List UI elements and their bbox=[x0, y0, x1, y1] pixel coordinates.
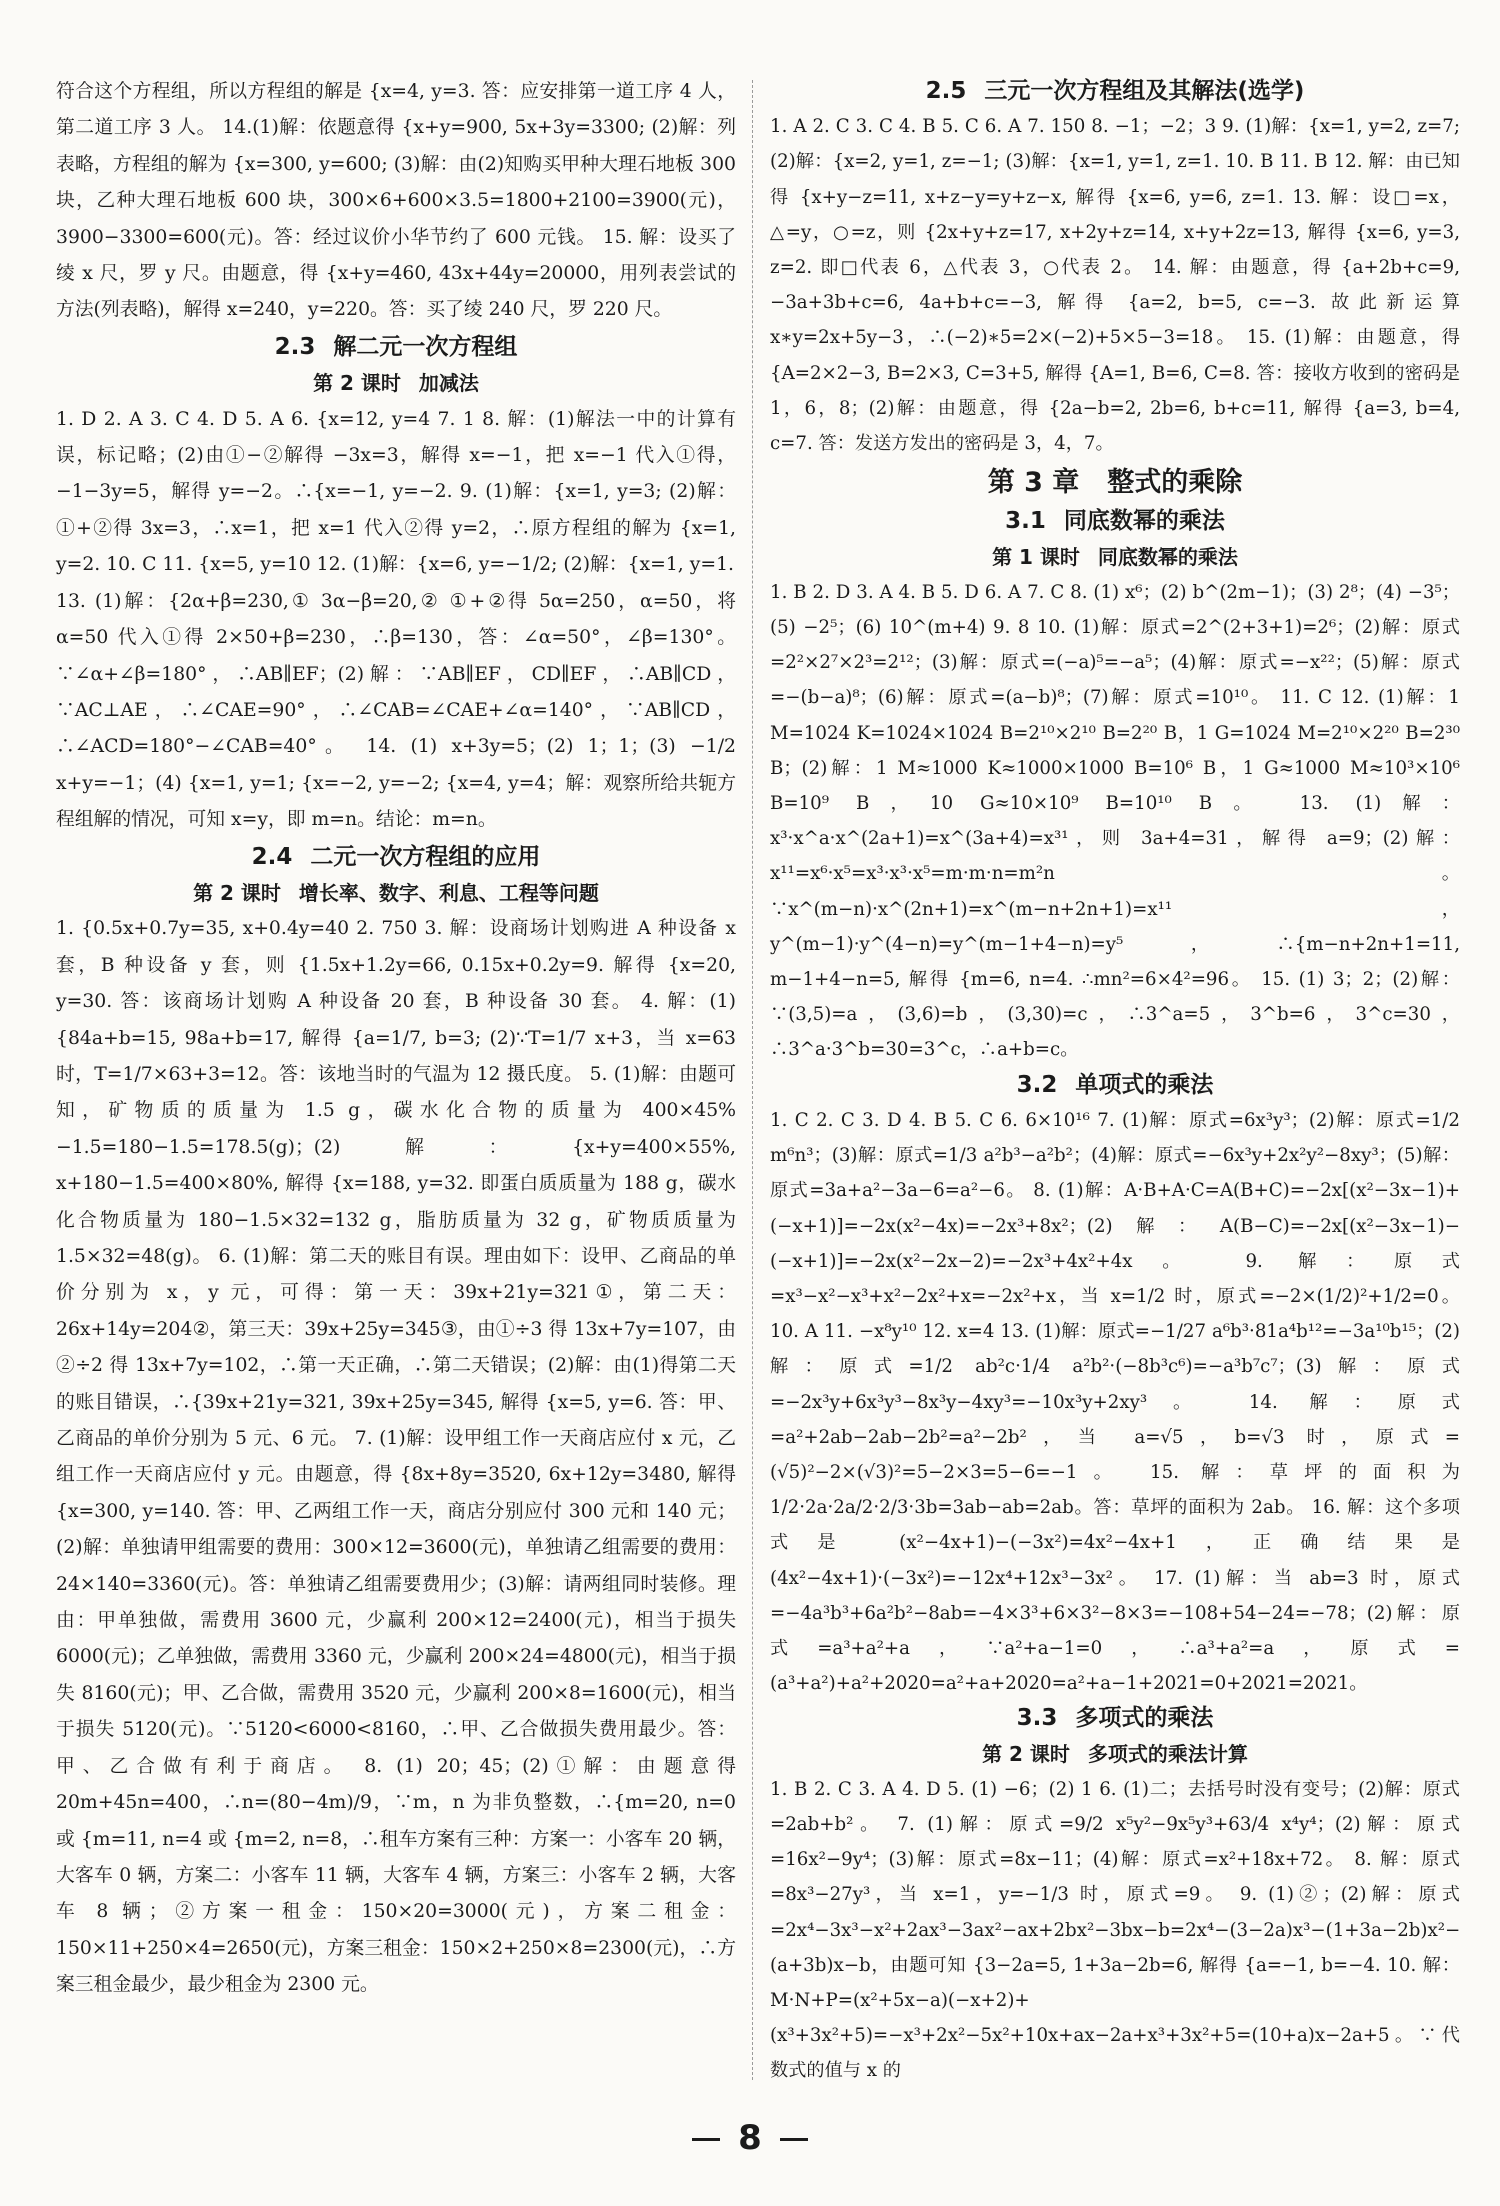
section-heading bbox=[56, 329, 736, 365]
lesson-heading bbox=[56, 365, 736, 401]
section-number: 3.2 bbox=[1016, 1071, 1058, 1098]
section-title: 多项式的乘法 bbox=[1075, 1705, 1214, 1732]
lesson-title: 增长率、数字、利息、工程等问题 bbox=[298, 880, 599, 905]
lesson-number: 第 1 课时 bbox=[992, 544, 1080, 569]
section-number: 3.3 bbox=[1016, 1705, 1058, 1732]
section-number: 2.5 bbox=[925, 78, 967, 104]
section-title: 单项式的乘法 bbox=[1075, 1071, 1214, 1098]
chapter-title: 整式的乘除 bbox=[1107, 467, 1243, 499]
section-heading bbox=[770, 1068, 1460, 1103]
chapter-number: 第 3 章 bbox=[987, 467, 1080, 499]
answer-paragraph: 1. C 2. C 3. D 4. B 5. C 6. 6×10¹⁶ 7. (1)解：原式=6x³y³；(2)解：原式=1/2 m⁶n³；(3)解：原式=1/3 a²b³−a²b²；(4)解：原式=−6x³y+2x²y²−8xy³；(5)解：原式=3a+a²−3a−6=a²−6。 8. (1)解：A·B+A·C=A(B+C)=−2x[(x²−3x−1)+(−x+1)]=−2x(x²−4x)=−2x³+8x²；(2)解：A(B−C)=−2x[(x²−3x−1)−(−x+1)]=−2x(x²−2x−2)=−2x³+4x²+4x。 9. 解：原式=x³−x²−x³+x²−2x²+x=−2x²+x，当 x=1/2 时，原式=−2×(1/2)²+1/2=0。 10. A 11. −x⁸y¹⁰ 12. x=4 13. (1)解：原式=−1/27 a⁶b³·81a⁴b¹²=−3a¹⁰b¹⁵；(2)解：原式=1/2 ab²c·1/4 a²b²·(−8b³c⁶)=−a³b⁷c⁷；(3)解：原式=−2x³y+6x³y³−8x³y−4xy³=−10x³y+2xy³。 14. 解：原式=a²+2ab−2ab−2b²=a²−2b²，当 a=√5，b=√3 时，原式=(√5)²−2×(√3)²=5−2×3=5−6=−1。 15. 解：草坪的面积为 1/2·2a·2a/2·2/3·3b=3ab−ab=2ab。答：草坪的面积为 2ab。 16. 解：这个多项式是 (x²−4x+1)−(−3x²)=4x²−4x+1，正确结果是 (4x²−4x+1)·(−3x²)=−12x⁴+12x³−3x²。 17. (1)解：当 ab=3 时，原式=−4a³b³+6a²b²−8ab=−4×3³+6×3²−8×3=−108+54−24=−78；(2)解：原式=a³+a²+a，∵a²+a−1=0，∴a³+a²=a，原式=(a³+a²)+a²+2020=a²+a+2020=a²+a−1+2021=0+2021=2021。 bbox=[770, 1109, 1460, 1695]
footer-dash-left bbox=[692, 2138, 720, 2141]
page-number: 8 bbox=[738, 2118, 762, 2158]
section-heading bbox=[56, 839, 736, 875]
lesson-heading bbox=[770, 1737, 1460, 1772]
answer-paragraph: 1. B 2. C 3. A 4. D 5. (1) −6；(2) 1 6. (1)二；去括号时没有变号；(2)解：原式=2ab+b²。 7. (1)解：原式=9/2 x⁵y²−9x⁵y³+63/4 x⁴y⁴；(2)解：原式=16x²−9y⁴；(3)解：原式=8x−11；(4)解：原式=x²+18x+72。 8. 解：原式=8x³−27y³，当 x=1，y=−1/3 时，原式=9。 9. (1)②；(2)解：原式=2x⁴−3x³−x²+2ax³−3ax²−ax+2bx²−3bx−b=2x⁴−(3−2a)x³−(1+3a−2b)x²−(a+3b)x−b，由题可知 {3−2a=5, 1+3a−2b=6, 解得 {a=−1, b=−4. 10. 解：M·N+P=(x²+5x−a)(−x+2)+(x³+3x²+5)=−x³+2x²−5x²+10x+ax−2a+x³+3x²+5=(10+a)x−2a+5。∵代数式的值与 x 的 bbox=[770, 1778, 1461, 2082]
lesson-title: 加减法 bbox=[418, 371, 479, 396]
section-heading bbox=[770, 74, 1460, 109]
answer-paragraph: 13. (1)解：{2α+β=230,① 3α−β=20,② ①+②得 5α=250，α=50，将 α=50 代入①得 2×50+β=230，∴β=130，答：∠α=50°，∠β=130°。∵∠α+∠β=180°，∴AB∥EF；(2)解：∵AB∥EF，CD∥EF，∴AB∥CD，∵AC⊥AE，∴∠CAE=90°，∴∠CAB=∠CAE+∠α=140°，∵AB∥CD，∴∠ACD=180°−∠CAB=40°。 14. (1) x+3y=5；(2) 1；1；(3) −1/2 x+y=−1；(4) {x=1, y=1; {x=−2, y=−2; {x=4, y=4；解：观察所给共轭方程组解的情况，可知 x=y，即 m=n。结论：m=n。 bbox=[56, 590, 736, 831]
answer-paragraph: 1. D 2. A 3. C 4. D 5. A 6. {x=12, y=4 7. 1 8. 解：(1)解法一中的计算有误，标记略；(2)由①−②解得 −3x=3，解得 x=−1，把 x=−1 代入①得，−1−3y=5，解得 y=−2。∴{x=−1, y=−2. 9. (1)解：{x=1, y=3; (2)解：①+②得 3x=3，∴x=1，把 x=1 代入②得 y=2，∴原方程组的解为 {x=1, y=2. 10. C 11. {x=5, y=10 12. (1)解：{x=6, y=−1/2; (2)解：{x=1, y=1. bbox=[56, 408, 736, 576]
answer-paragraph: 1. A 2. C 3. C 4. B 5. C 6. A 7. 150 8. −1；−2；3 9. (1)解：{x=1, y=2, z=7; (2)解：{x=2, y=1, z=−1; (3)解：{x=1, y=1, z=1. 10. B 11. B 12. 解：由已知得 {x+y−z=11, x+z−y=y+z−x, 解得 {x=6, y=6, z=1. 13. 解：设□=x，△=y，○=z，则 {2x+y+z=17, x+2y+z=14, x+y+2z=13, 解得 {x=6, y=3, z=2. 即□代表 6，△代表 3，○代表 2。 14. 解：由题意，得 {a+2b+c=9, −3a+3b+c=6, 4a+b+c=−3, 解得 {a=2, b=5, c=−3. 故此新运算 x∗y=2x+5y−3，∴(−2)∗5=2×(−2)+5×5−3=18。 15. (1)解：由题意，得 {A=2×2−3, B=2×3, C=3+5, 解得 {A=1, B=6, C=8. 答：接收方收到的密码是 1，6，8；(2)解：由题意，得 {2a−b=2, 2b=6, b+c=11, 解得 {a=3, b=4, c=7. 答：发送方发出的密码是 3，4，7。 bbox=[770, 116, 1460, 455]
lesson-number: 第 2 课时 bbox=[313, 371, 401, 396]
footer-dash-right bbox=[780, 2138, 808, 2141]
lesson-title: 同底数幂的乘法 bbox=[1097, 544, 1238, 569]
answer-paragraph: 1. B 2. D 3. A 4. B 5. D 6. A 7. C 8. (1) x⁶；(2) b^(2m−1)；(3) 2⁸；(4) −3⁵；(5) −2⁵；(6) 10^(m+4) 9. 8 10. (1)解：原式=2^(2+3+1)=2⁶；(2)解：原式=2²×2⁷×2³=2¹²；(3)解：原式=(−a)⁵=−a⁵；(4)解：原式=−x²²；(5)解：原式=−(b−a)⁸；(6)解：原式=(a−b)⁸；(7)解：原式=10¹⁰。 11. C 12. (1)解：1 M=1024 K=1024×1024 B=2¹⁰×2¹⁰ B=2²⁰ B，1 G=1024 M=2¹⁰×2²⁰ B=2³⁰ B；(2)解：1 M≈1000 K≈1000×1000 B=10⁶ B，1 G≈1000 M≈10³×10⁶ B=10⁹ B，10 G≈10×10⁹ B=10¹⁰ B。 13. (1)解：x³·x^a·x^(2a+1)=x^(3a+4)=x³¹，则 3a+4=31，解得 a=9；(2)解：x¹¹=x⁶·x⁵=x³·x³·x⁵=m·m·n=m²n。∵x^(m−n)·x^(2n+1)=x^(m−n+2n+1)=x¹¹，y^(m−1)·y^(4−n)=y^(m−1+4−n)=y⁵，∴{m−n+2n+1=11, m−1+4−n=5, 解得 {m=6, n=4. ∴mn²=6×4²=96。 15. (1) 3；2；(2)解：∵(3,5)=a，(3,6)=b，(3,30)=c，∴3^a=5，3^b=6，3^c=30，∴3^a·3^b=30=3^c，∴a+b=c。 bbox=[770, 581, 1460, 1061]
lesson-title: 多项式的乘法计算 bbox=[1087, 1741, 1248, 1766]
section-title: 解二元一次方程组 bbox=[333, 333, 518, 360]
section-heading bbox=[770, 504, 1460, 539]
section-number: 2.4 bbox=[251, 843, 293, 870]
lesson-number: 第 2 课时 bbox=[982, 1741, 1070, 1766]
chapter-heading bbox=[770, 465, 1460, 500]
answer-column-left bbox=[56, 74, 736, 2004]
column-divider bbox=[752, 80, 753, 2080]
page-footer bbox=[0, 2118, 1500, 2158]
lesson-number: 第 2 课时 bbox=[193, 880, 281, 905]
section-number: 2.3 bbox=[274, 333, 316, 360]
section-title: 三元一次方程组及其解法(选学) bbox=[984, 78, 1305, 104]
section-number: 3.1 bbox=[1005, 508, 1046, 535]
answer-paragraph: 1. {0.5x+0.7y=35, x+0.4y=40 2. 750 3. 解：设商场计划购进 A 种设备 x 套，B 种设备 y 套，则 {1.5x+1.2y=66, 0.15x+0.2y=9. 解得 {x=20, y=30. 答：该商场计划购 A 种设备 20 套，B 种设备 30 套。 4. 解：(1) {84a+b=15, 98a+b=17, 解得 {a=1/7, b=3; (2)∵T=1/7 x+3，当 x=63 时，T=1/7×63+3=12。答：该地当时的气温为 12 摄氏度。 5. (1)解：由题可知，矿物质的质量为 1.5 g，碳水化合物的质量为 400×45%−1.5=180−1.5=178.5(g)；(2)解：{x+y=400×55%, x+180−1.5=400×80%, 解得 {x=188, y=32. 即蛋白质质量为 188 g，碳水化合物质量为 180−1.5×32=132 g，脂肪质量为 32 g，矿物质质量为 1.5×32=48(g)。 6. (1)解：第二天的账目有误。理由如下：设甲、乙商品的单价分别为 x，y 元，可得：第一天：39x+21y=321①，第二天：26x+14y=204②，第三天：39x+25y=345③，由①÷3 得 13x+7y=107，由②÷2 得 13x+7y=102，∴第一天正确，∴第二天错误；(2)解：由(1)得第二天的账目错误，∴{39x+21y=321, 39x+25y=345, 解得 {x=5, y=6. 答：甲、乙商品的单价分别为 5 元、6 元。 7. (1)解：设甲组工作一天商店应付 x 元，乙组工作一天商店应付 y 元。由题意，得 {8x+8y=3520, 6x+12y=3480, 解得 {x=300, y=140. 答：甲、乙两组工作一天，商店分别应付 300 元和 140 元；(2)解：单独请甲组需要的费用：300×12=3600(元)，单独请乙组需要的费用：24×140=3360(元)。答：单独请乙组需要费用少；(3)解：请两组同时装修。理由：甲单独做，需费用 3600 元，少赢利 200×12=2400(元)，相当于损失 6000(元)；乙单独做，需费用 3360 元，少赢利 200×24=4800(元)，相当于损失 8160(元)；甲、乙合做，需费用 3520 元，少赢利 200×8=1600(元)，相当于损失 5120(元)。∵5120<6000<8160，∴甲、乙合做损失费用最少。答：甲、乙合做有利于商店。 8. (1) 20；45；(2)①解：由题意得 20m+45n=400，∴n=(80−4m)/9，∵m，n 为非负整数，∴{m=20, n=0 或 {m=11, n=4 或 {m=2, n=8，∴租车方案有三种：方案一：小客车 20 辆，大客车 0 辆，方案二：小客车 11 辆，大客车 4 辆，方案三：小客车 2 辆，大客车 8 辆；②方案一租金：150×20=3000(元)，方案二租金：150×11+250×4=2650(元)，方案三租金：150×2+250×8=2300(元)，∴方案三租金最少，最少租金为 2300 元。 bbox=[56, 918, 736, 1996]
section-title: 二元一次方程组的应用 bbox=[310, 843, 541, 870]
answer-paragraph: 符合这个方程组，所以方程组的解是 {x=4, y=3. 答：应安排第一道工序 4 人，第二道工序 3 人。 14.(1)解：依题意得 {x+y=900, 5x+3y=3300; (2)解：列表略，方程组的解为 {x=300, y=600; (3)解：由(2)知购买甲种大理石地板 300 块，乙种大理石地板 600 块，300×6+600×3.5=1800+2100=3900(元)，3900−3300=600(元)。答：经过议价小华节约了 600 元钱。 15. 解：设买了绫 x 尺，罗 y 尺。由题意，得 {x+y=460, 43x+44y=20000，用列表尝试的方法(列表略)，解得 x=240，y=220。答：买了绫 240 尺，罗 220 尺。 bbox=[56, 81, 736, 321]
answer-column-right bbox=[770, 74, 1460, 2089]
section-heading bbox=[770, 1701, 1460, 1736]
lesson-heading bbox=[770, 540, 1460, 575]
lesson-heading bbox=[56, 875, 736, 911]
section-title: 同底数幂的乘法 bbox=[1063, 508, 1225, 535]
